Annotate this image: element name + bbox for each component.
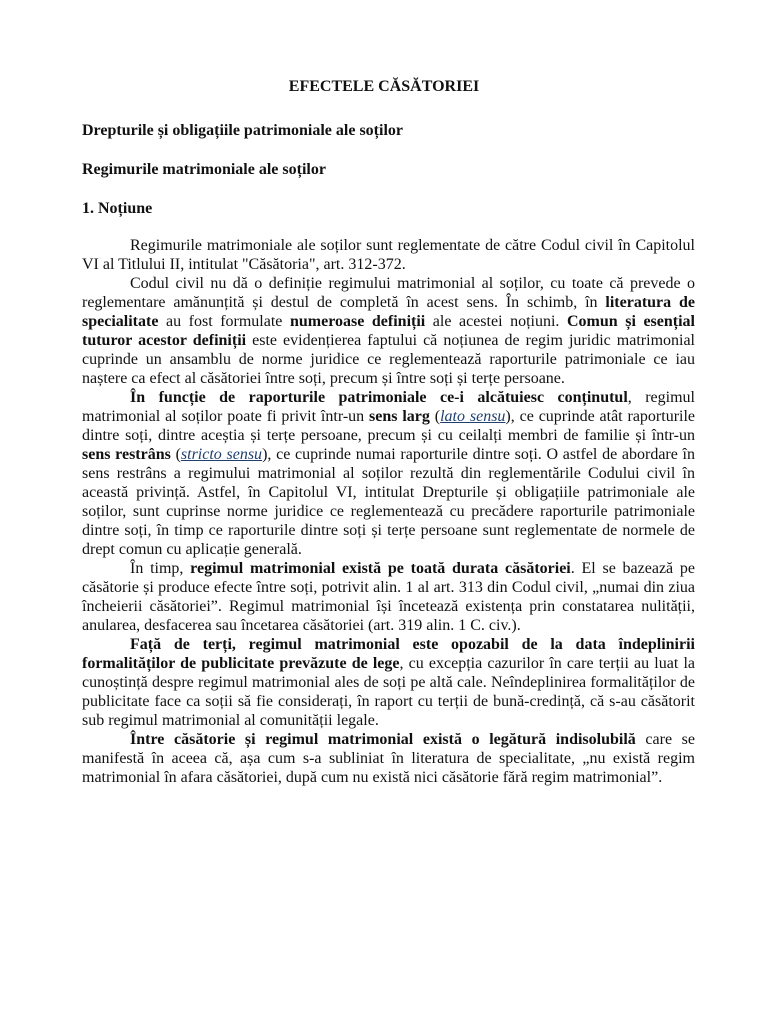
paragraph-text: ), ce cuprinde numai raporturile dintre soți. O astfel de abordare în sens restrâns a regimului matrimonial al soților rezultă din reglementările Codului civil în această privință. Astfel, în Capitolul VI, intitulat Drepturile și obligațiile patrimoniale ale soților, sunt cuprinse norme juridice ce reglementează cu precădere raporturile patrimoniale dintre soți, în timp ce raporturile dintre soți și terțe persoane sunt reglementate de normele de drept comun cu aplicație generală. bbox=[82, 446, 696, 558]
bold-phrase: În funcție de raporturile patrimoniale ce-i alcătuiesc conținutul bbox=[130, 389, 628, 406]
paragraph-text: ( bbox=[429, 408, 441, 425]
bold-phrase: regimul matrimonial există pe toată durata căsătoriei bbox=[190, 560, 571, 577]
section-heading-regimes: Regimurile matrimoniale ale soților bbox=[82, 161, 326, 178]
document-title: EFECTELE CĂSĂTORIEI bbox=[288, 78, 480, 95]
paragraph-text: . El se bazează pe căsătorie și produce efecte între soți, potrivit alin. 1 al art. 313 din Codul civil, „numai din ziua încheierii căsătoriei”. Regimul matrimonial își încetează existența prin constatarea nulității, anularea, desfacerea sau încetarea căsătoriei (art. 319 alin. 1 C. civ.). bbox=[82, 560, 695, 634]
document-body bbox=[82, 236, 695, 787]
bold-phrase: Comun și esențial tuturor acestor definiții bbox=[82, 313, 696, 349]
section-heading-notion: 1. Noțiune bbox=[82, 200, 153, 217]
bold-phrase: Față de terți, regimul matrimonial este opozabil de la data îndeplinirii formalităților de publicitate prevăzute de lege bbox=[82, 636, 695, 672]
paragraph-text: În timp, bbox=[130, 560, 191, 577]
paragraph-text: ale acestei noțiuni. bbox=[425, 313, 567, 330]
paragraph-text: Codul civil nu dă o definiție regimului matrimonial al soților, cu toate că prevede o reglementare amănunțită și destul de completă în acest sens. În schimb, în bbox=[82, 275, 695, 311]
paragraph-2 bbox=[82, 274, 695, 388]
bold-phrase: sens restrâns bbox=[82, 446, 171, 463]
paragraph-6 bbox=[82, 730, 695, 787]
paragraph-4 bbox=[82, 559, 695, 635]
paragraph-text: care se manifestă în aceea că, așa cum s-a subliniat în literatura de specialitate, „nu există regim matrimonial în afara căsătoriei, după cum nu există nici căsătorie fără regim matrimonial”. bbox=[82, 731, 696, 786]
section-heading-rights: Drepturile și obligațiile patrimoniale ale soților bbox=[82, 122, 403, 139]
paragraph-text: ( bbox=[170, 446, 181, 463]
paragraph-text: Regimurile matrimoniale ale soților sunt reglementate de către Codul civil în Capitolul VI al Titlului II, intitulat "Căsătoria", art. 312-372. bbox=[82, 237, 695, 273]
paragraph-3 bbox=[82, 388, 695, 559]
bold-phrase: numeroase definiții bbox=[289, 313, 426, 330]
paragraph-5 bbox=[82, 635, 695, 730]
latin-term-stricto-sensu[interactable]: stricto sensu bbox=[180, 446, 263, 463]
paragraph-text: au fost formulate bbox=[158, 313, 290, 330]
paragraph-text: este evidențierea faptului că noțiunea de regim juridic matrimonial cuprinde un ansamblu de norme juridice ce reglementează raporturile patrimoniale ce iau naștere ca efect al căsătoriei între soți, precum și între soți și terțe persoane. bbox=[82, 332, 695, 387]
latin-term-lato-sensu[interactable]: lato sensu bbox=[440, 408, 506, 425]
paragraph-1 bbox=[82, 236, 695, 274]
bold-phrase: Între căsătorie și regimul matrimonial există o legătură indisolubilă bbox=[130, 731, 636, 748]
paragraph-text: , cu excepția cazurilor în care terții au luat la cunoștință despre regimul matrimonial ales de soți pe altă cale. Neîndeplinirea formalităților de publicitate face ca soții să fie considerați, în raport cu terții de bună-credință, că s-au căsătorit sub regimul matrimonial al comunității legale. bbox=[82, 655, 695, 729]
bold-phrase: sens larg bbox=[369, 408, 430, 425]
paragraph-text: , regimul matrimonial al soților poate fi privit într-un bbox=[82, 389, 695, 425]
paragraph-text: ), ce cuprinde atât raporturile dintre soți, dintre aceștia și terțe persoane, precum și cu ceilalți membri de familie și într-un bbox=[82, 408, 696, 444]
bold-phrase: literatura de specialitate bbox=[82, 294, 696, 330]
